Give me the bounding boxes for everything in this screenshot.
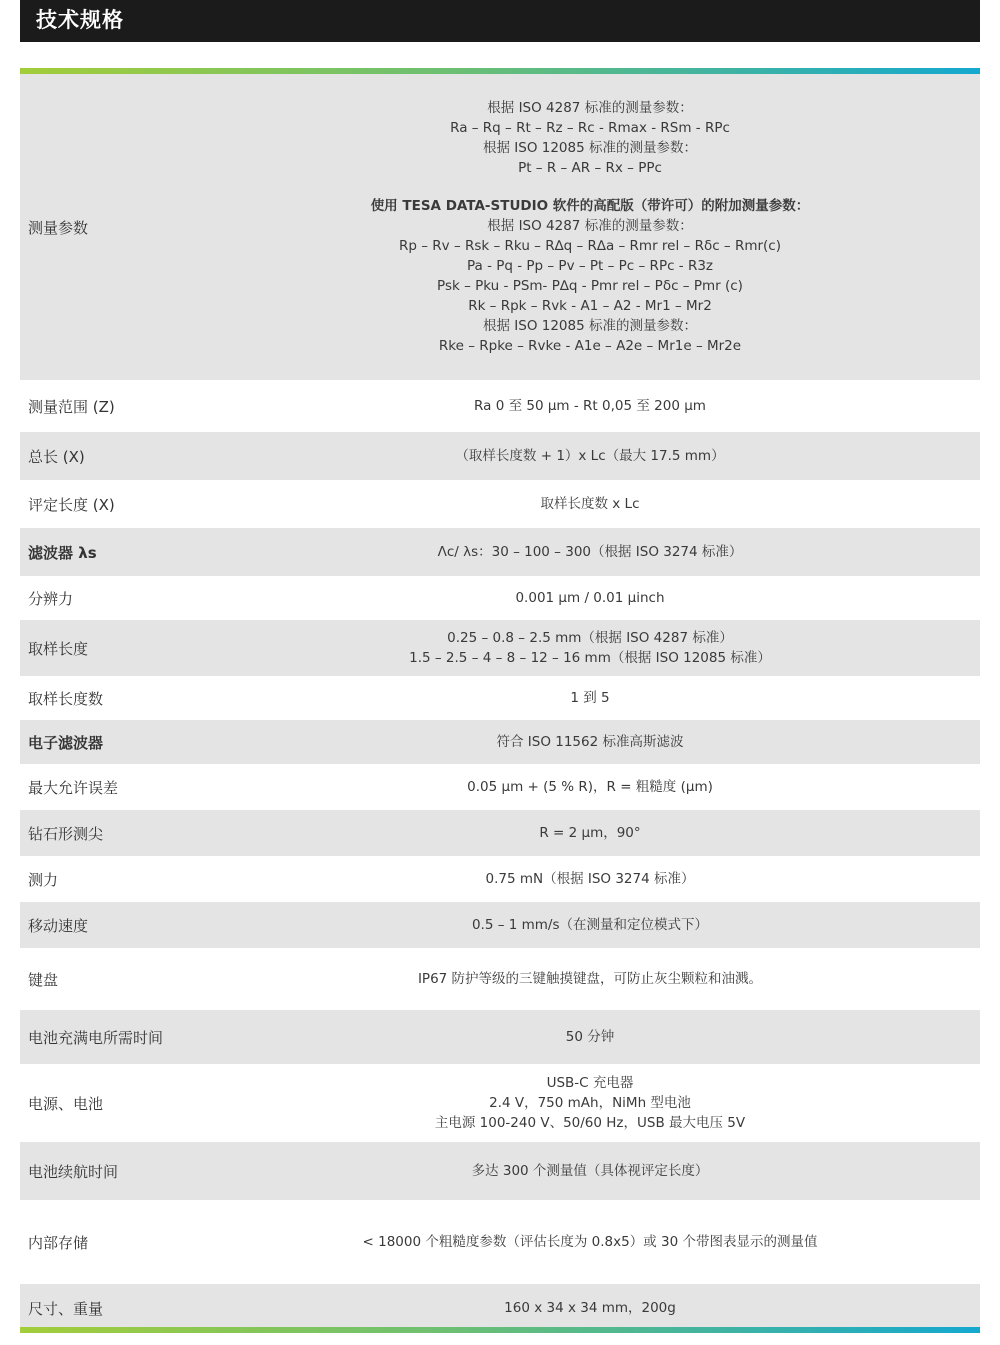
spec-value bbox=[210, 1298, 980, 1318]
spec-label: 电池续航时间 bbox=[28, 1162, 119, 1181]
spec-label: 分辨力 bbox=[28, 589, 74, 608]
spec-value bbox=[210, 969, 980, 989]
spec-label: 电子滤波器 bbox=[28, 733, 104, 752]
spec-value-line: 取样长度数 x Lc bbox=[540, 496, 640, 512]
spec-row bbox=[20, 720, 980, 764]
spec-row bbox=[20, 856, 980, 902]
section-title: 技术规格 bbox=[20, 0, 980, 42]
spec-value-line: Rke – Rpke – Rvke - A1e – A2e – Mr1e – Mr2e bbox=[438, 338, 742, 354]
spec-value bbox=[210, 1073, 980, 1133]
spec-row bbox=[20, 948, 980, 1010]
spec-row bbox=[20, 902, 980, 948]
spec-label: 电池充满电所需时间 bbox=[28, 1028, 164, 1047]
spec-row bbox=[20, 620, 980, 676]
spec-value-line: 0.05 µm + (5 % R)，R = 粗糙度 (µm) bbox=[467, 779, 713, 795]
spec-value bbox=[210, 869, 980, 889]
spec-label: 移动速度 bbox=[28, 916, 89, 935]
spec-label: 评定长度 (X) bbox=[28, 495, 115, 514]
spec-label: 尺寸、重量 bbox=[28, 1299, 104, 1318]
spec-label: 测力 bbox=[28, 870, 59, 889]
spec-value-line: Rp – Rv – Rsk – Rku – R∆q – R∆a – Rmr rel – Rδc – Rmr(c) bbox=[399, 238, 781, 254]
spec-value-spacer bbox=[210, 178, 970, 196]
spec-value bbox=[210, 823, 980, 843]
spec-row bbox=[20, 1142, 980, 1200]
spec-row bbox=[20, 480, 980, 528]
spec-value-line: 0.001 µm / 0.01 µinch bbox=[515, 590, 665, 606]
spec-value-line: Pt – R – AR – Rx – PPc bbox=[518, 160, 662, 176]
spec-label: 总长 (X) bbox=[28, 447, 85, 466]
spec-value bbox=[210, 915, 980, 935]
spec-row bbox=[20, 1010, 980, 1064]
spec-label: 最大允许误差 bbox=[28, 778, 119, 797]
spec-row bbox=[20, 764, 980, 810]
bottom-gradient-divider bbox=[20, 1327, 980, 1333]
spec-label: 测量参数 bbox=[28, 218, 89, 237]
spec-row bbox=[20, 432, 980, 480]
spec-value-line: 多达 300 个测量值（具体视评定长度） bbox=[471, 1163, 709, 1179]
spec-value-line: Ra 0 至 50 µm - Rt 0,05 至 200 µm bbox=[474, 398, 706, 414]
spec-label: 测量范围 (Z) bbox=[28, 397, 115, 416]
spec-value-line: 根据 ISO 4287 标准的测量参数： bbox=[487, 100, 693, 116]
spec-value-line: （取样长度数 + 1）x Lc（最大 17.5 mm） bbox=[455, 448, 725, 464]
spec-label: 内部存储 bbox=[28, 1233, 89, 1252]
spec-value bbox=[210, 542, 980, 562]
spec-value-line: 1.5 – 2.5 – 4 – 8 – 12 – 16 mm（根据 ISO 12085 标准） bbox=[409, 650, 771, 666]
spec-value bbox=[210, 1232, 980, 1252]
spec-row bbox=[20, 1200, 980, 1284]
spec-value-line: Psk – Pku - PSm- P∆q - Pmr rel – Pδc – Pmr (c) bbox=[437, 278, 743, 294]
spec-row bbox=[20, 676, 980, 720]
spec-value bbox=[210, 1027, 980, 1047]
spec-row bbox=[20, 380, 980, 432]
spec-value-line: 根据 ISO 12085 标准的测量参数： bbox=[483, 318, 697, 334]
spec-value-line: IP67 防护等级的三键触摸键盘，可防止灰尘颗粒和油溅。 bbox=[417, 971, 763, 987]
spec-value-line: 0.5 – 1 mm/s（在测量和定位模式下） bbox=[471, 917, 709, 933]
spec-value bbox=[210, 98, 980, 356]
spec-value-line: Pa - Pq - Pp – Pv – Pt – Pc – RPc - R3z bbox=[466, 258, 714, 274]
spec-row bbox=[20, 1064, 980, 1142]
spec-value-line: 50 分钟 bbox=[565, 1029, 615, 1045]
spec-value-line: USB-C 充电器 bbox=[546, 1075, 634, 1091]
spec-value bbox=[210, 628, 980, 668]
spec-value bbox=[210, 494, 980, 514]
spec-value-line: 使用 TESA DATA-STUDIO 软件的高配版（带许可）的附加测量参数： bbox=[370, 198, 810, 214]
spec-value-line: 根据 ISO 4287 标准的测量参数： bbox=[487, 218, 693, 234]
spec-row bbox=[20, 576, 980, 620]
spec-value-line: 符合 ISO 11562 标准高斯滤波 bbox=[496, 734, 684, 750]
spec-value-line: < 18000 个粗糙度参数（评估长度为 0.8x5）或 30 个带图表显示的测量值 bbox=[362, 1234, 818, 1250]
spec-label: 取样长度数 bbox=[28, 689, 104, 708]
spec-label: 滤波器 λs bbox=[28, 543, 97, 562]
spec-table bbox=[20, 74, 980, 1332]
spec-value bbox=[210, 1161, 980, 1181]
spec-value bbox=[210, 732, 980, 752]
spec-label: 键盘 bbox=[28, 970, 59, 989]
spec-value bbox=[210, 446, 980, 466]
spec-value-line: Rk – Rpk – Rvk - A1 – A2 - Mr1 – Mr2 bbox=[468, 298, 712, 314]
spec-row bbox=[20, 74, 980, 380]
spec-value bbox=[210, 688, 980, 708]
spec-value-line: R = 2 µm，90° bbox=[539, 825, 641, 841]
spec-value-line: 根据 ISO 12085 标准的测量参数： bbox=[483, 140, 697, 156]
spec-value bbox=[210, 396, 980, 416]
spec-value-line: 0.75 mN（根据 ISO 3274 标准） bbox=[485, 871, 695, 887]
spec-value-line: Ra – Rq – Rt – Rz – Rc - Rmax - RSm - RPc bbox=[450, 120, 730, 136]
spec-label: 钻石形测尖 bbox=[28, 824, 104, 843]
spec-value-line: 2.4 V，750 mAh，NiMh 型电池 bbox=[489, 1095, 691, 1111]
spec-label: 电源、电池 bbox=[28, 1094, 104, 1113]
spec-value-line: 1 到 5 bbox=[570, 690, 610, 706]
spec-value-line: Λc/ λs：30 – 100 – 300（根据 ISO 3274 标准） bbox=[437, 544, 743, 560]
spec-value-line: 160 x 34 x 34 mm，200g bbox=[504, 1300, 676, 1316]
spec-label: 取样长度 bbox=[28, 639, 89, 658]
spec-value-line: 0.25 – 0.8 – 2.5 mm（根据 ISO 4287 标准） bbox=[447, 630, 733, 646]
spec-row bbox=[20, 810, 980, 856]
spec-value bbox=[210, 588, 980, 608]
spec-row bbox=[20, 1284, 980, 1332]
spec-value-line: 主电源 100-240 V、50/60 Hz，USB 最大电压 5V bbox=[434, 1115, 746, 1131]
spec-value bbox=[210, 777, 980, 797]
spec-row bbox=[20, 528, 980, 576]
